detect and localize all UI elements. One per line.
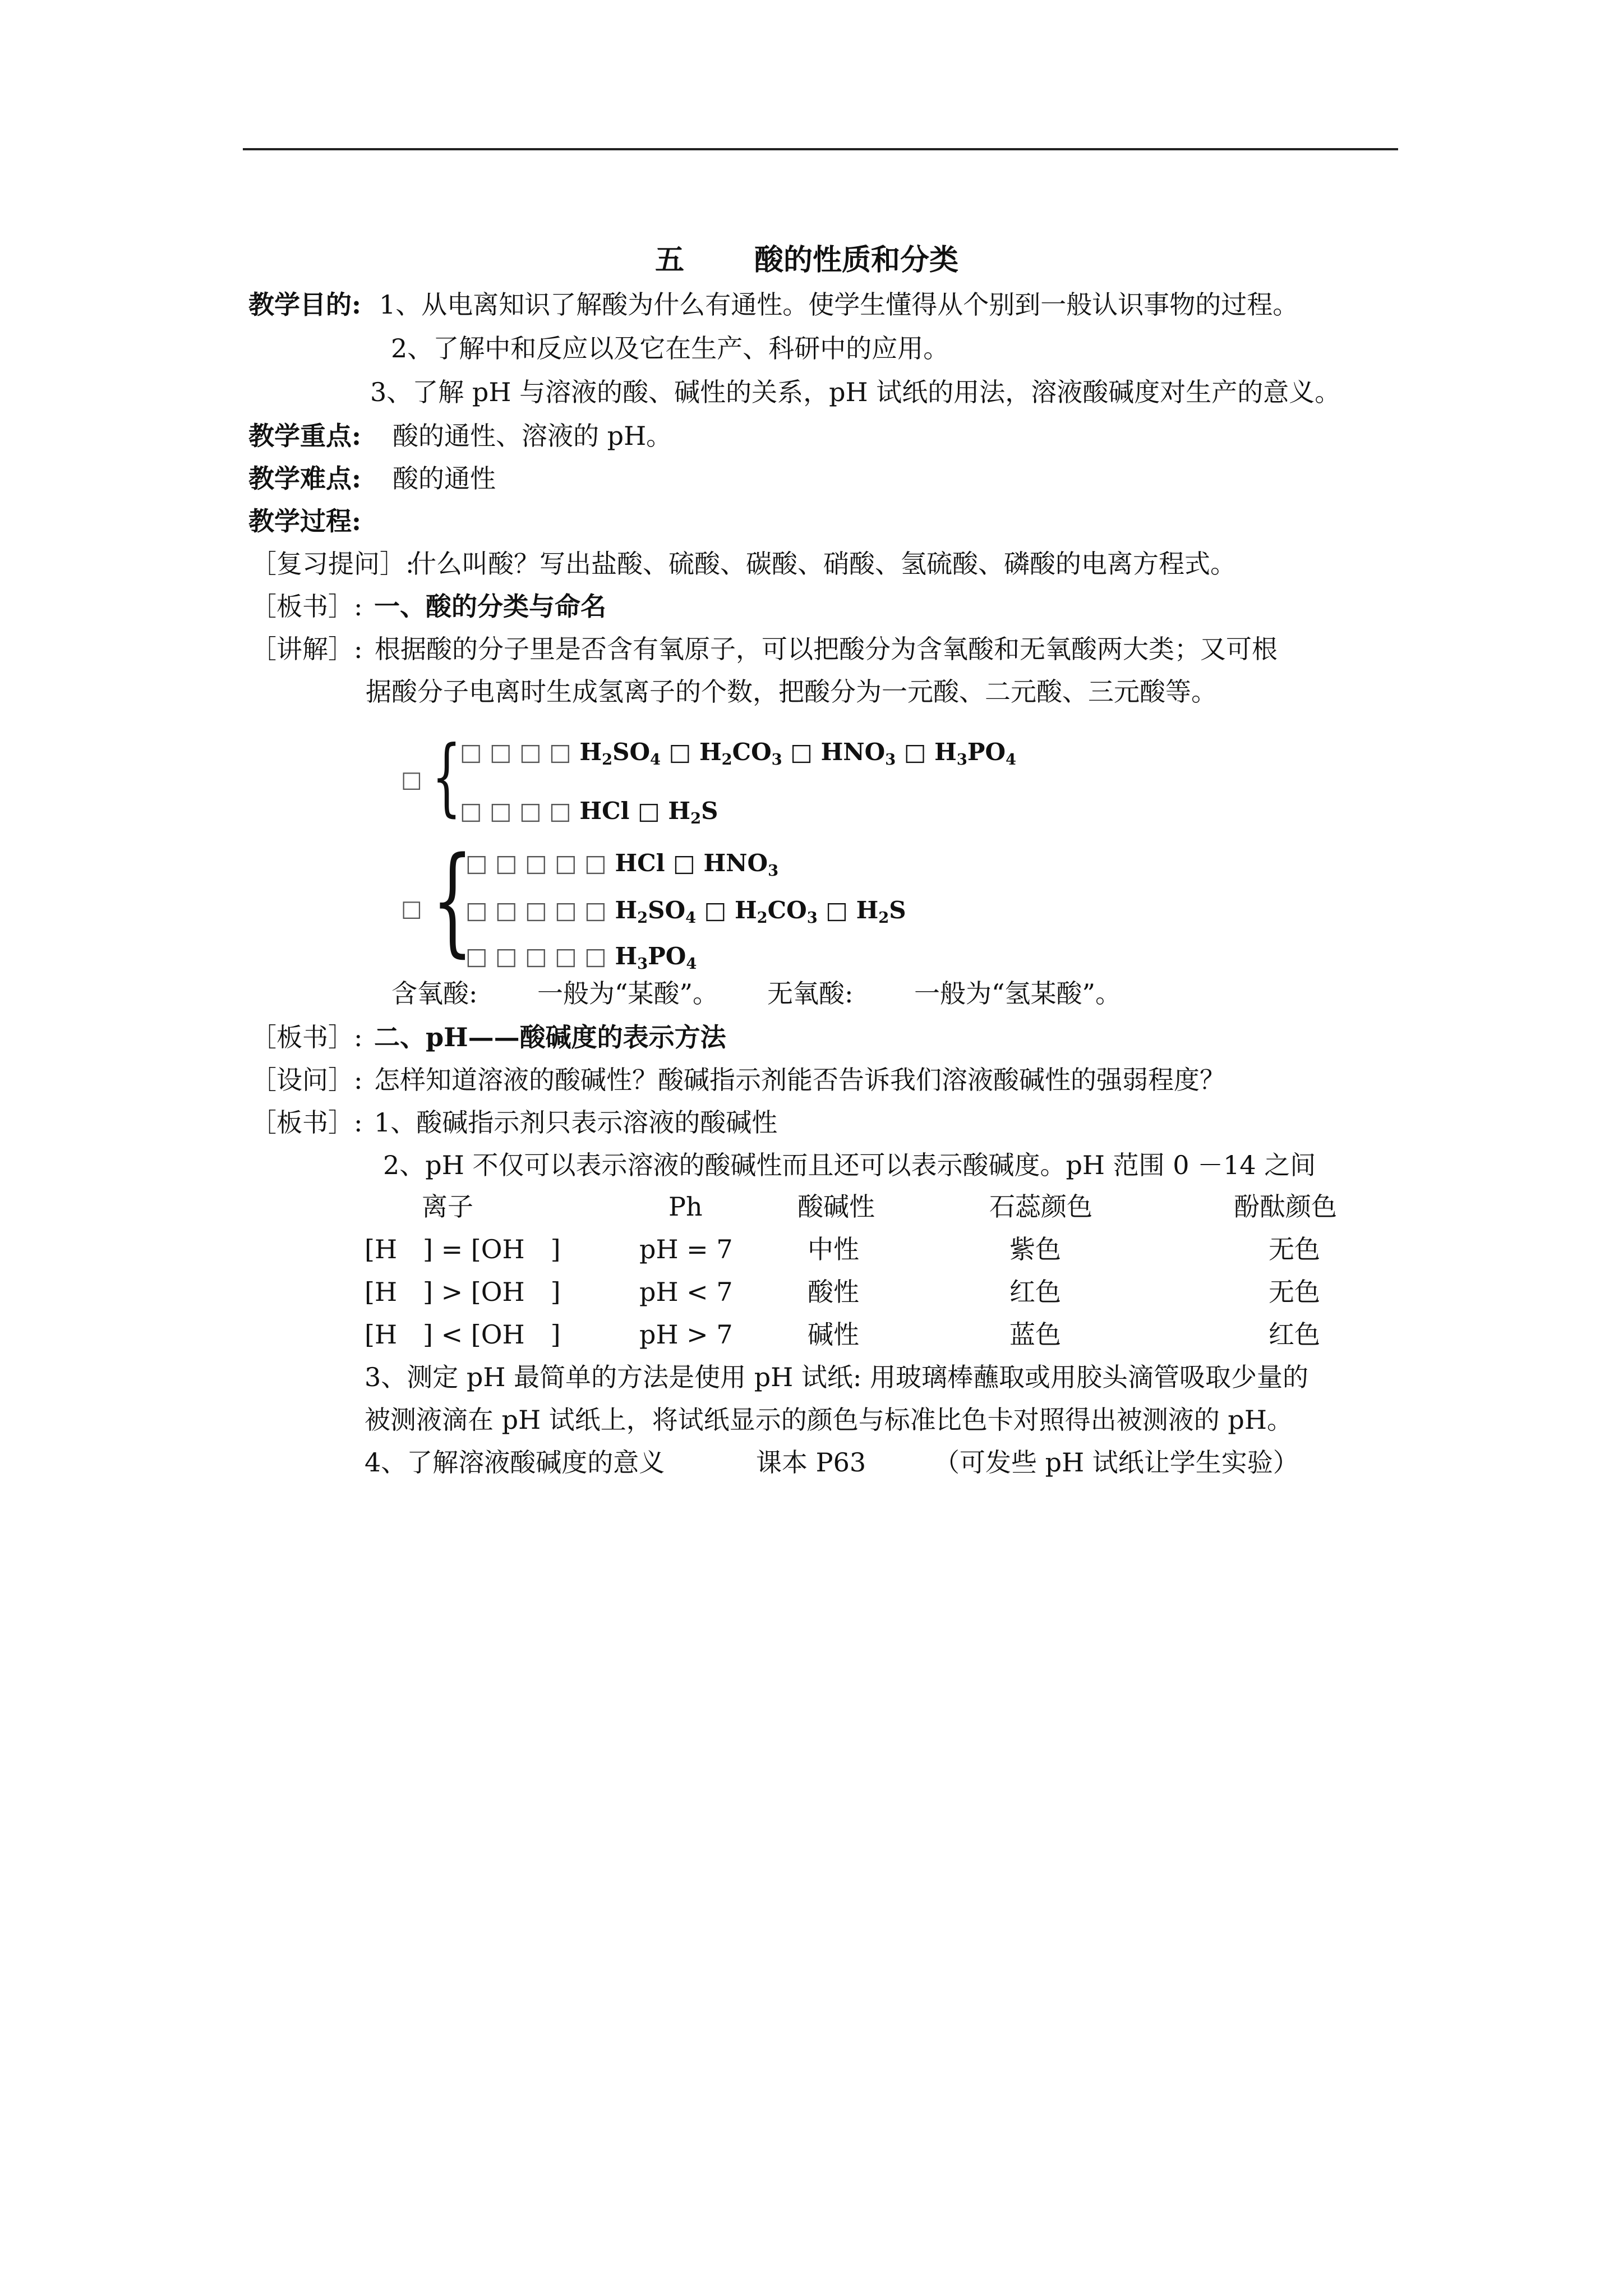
classification-group1-label: □ (401, 767, 422, 793)
item3-line1: 3、测定 pH 最简单的方法是使用 pH 试纸: 用玻璃棒蘸取或用胶头滴管吸取少量的 (365, 1362, 1308, 1392)
key-point-label: 教学重点: (248, 421, 361, 451)
key-point-text: 酸的通性、溶液的 pH。 (393, 421, 672, 451)
objectives-label: 教学目的: (248, 289, 361, 320)
brace-group1-icon: { (432, 728, 462, 826)
table-row1-ion: [H ] = [OH ] (365, 1234, 561, 1264)
question-tag: ［设问］: (251, 1065, 363, 1095)
lecture-line2: 据酸分子电离时生成氢离子的个数，把酸分为一元酸、二元酸、三元酸等。 (366, 677, 1217, 707)
table-row3-phenol: 红色 (1269, 1319, 1320, 1350)
board2-tag: ［板书］: (251, 1022, 363, 1052)
table-row2-phenol: 无色 (1269, 1277, 1320, 1307)
table-header-acidity: 酸碱性 (797, 1191, 875, 1222)
group1-row1: □ □ □ □ $H_2SO_4$ □ $H_2CO_3$ □ $HNO_3$ □ $H_3PO_4$ (460, 738, 1017, 769)
brace-group2-icon: { (432, 831, 473, 969)
objective-3: 3、了解 pH 与溶液的酸、碱性的关系，pH 试纸的用法，溶液酸碱度对生产的意义。 (370, 377, 1341, 407)
lecture-tag: ［讲解］: (251, 634, 363, 664)
table-header-ph: Ph (668, 1191, 703, 1222)
group2-row3: □ □ □ □ □ $H_3PO_4$ (465, 942, 697, 973)
header-rule (243, 148, 1398, 150)
difficult-point-text: 酸的通性 (393, 463, 496, 494)
group2-row2: □ □ □ □ □ $H_2SO_4$ □ $H_2CO_3$ □ $H_2S$ (465, 896, 906, 927)
question-text: 怎样知道溶液的酸碱性？酸碱指示剂能否告诉我们溶液酸碱性的强弱程度？ (374, 1065, 1225, 1095)
objective-2: 2、了解中和反应以及它在生产、科研中的应用。 (391, 333, 949, 364)
table-row3-ion: [H ] < [OH ] (365, 1319, 561, 1350)
item4-ref: 课本 P63 (756, 1447, 866, 1478)
board1-tag: ［板书］: (251, 591, 363, 622)
table-row1-phenol: 无色 (1269, 1234, 1320, 1264)
board1-text: 一、酸的分类与命名 (374, 591, 606, 622)
review-tag: ［复习提问］: (251, 549, 414, 579)
board3-tag: ［板书］: (251, 1107, 363, 1138)
table-row3-litmus: 蓝色 (1009, 1319, 1061, 1350)
title-number: 五 (655, 243, 685, 277)
group1-row2: □ □ □ □ HCl □ $H_2S$ (460, 797, 718, 828)
board2-text: 二、pH——酸碱度的表示方法 (374, 1022, 726, 1052)
table-row1-ph: pH = 7 (639, 1234, 733, 1264)
board3-item2: 2、pH 不仅可以表示溶液的酸碱性而且还可以表示酸碱度。pH 范围 0 －14 之间 (383, 1150, 1316, 1180)
item4-note: （可发些 pH 试纸让学生实验） (934, 1447, 1299, 1478)
table-row2-ion: [H ] > [OH ] (365, 1277, 561, 1307)
table-header-phenol: 酚酞颜色 (1234, 1191, 1337, 1222)
naming-oxy-rule: 一般为“某酸”。 (537, 978, 719, 1009)
item3-line2: 被测液滴在 pH 试纸上，将试纸显示的颜色与标准比色卡对照得出被测液的 pH。 (365, 1405, 1293, 1435)
table-row2-litmus: 红色 (1009, 1277, 1061, 1307)
table-row1-litmus: 紫色 (1009, 1234, 1061, 1264)
item4-text: 4、了解溶液酸碱度的意义 (365, 1447, 665, 1478)
table-header-litmus: 石蕊颜色 (989, 1191, 1092, 1222)
classification-group2-label: □ (401, 896, 422, 922)
process-label: 教学过程: (248, 506, 361, 536)
naming-non-oxy-rule: 一般为“氢某酸”。 (914, 978, 1122, 1009)
review-text: 什么叫酸？写出盐酸、硫酸、碳酸、硝酸、氢硫酸、磷酸的电离方程式。 (411, 549, 1236, 579)
table-row2-ph: pH < 7 (639, 1277, 733, 1307)
board3-item1: 1、酸碱指示剂只表示溶液的酸碱性 (374, 1107, 778, 1138)
table-row3-ph: pH > 7 (639, 1319, 733, 1350)
table-row3-acidity: 碱性 (808, 1319, 859, 1350)
objective-1: 1、从电离知识了解酸为什么有通性。使学生懂得从个别到一般认识事物的过程。 (379, 289, 1299, 320)
naming-non-oxy: 无氧酸: (767, 978, 854, 1009)
table-row2-acidity: 酸性 (808, 1277, 859, 1307)
lecture-line1: 根据酸的分子里是否含有氧原子，可以把酸分为含氧酸和无氧酸两大类；又可根 (375, 634, 1278, 664)
group2-row1: □ □ □ □ □ HCl □ $HNO_3$ (465, 849, 779, 880)
naming-oxy: 含氧酸: (391, 978, 478, 1009)
page-title: 酸的性质和分类 (754, 243, 959, 277)
table-header-ion: 离子 (422, 1191, 473, 1222)
table-row1-acidity: 中性 (808, 1234, 859, 1264)
difficult-point-label: 教学难点: (248, 463, 361, 494)
